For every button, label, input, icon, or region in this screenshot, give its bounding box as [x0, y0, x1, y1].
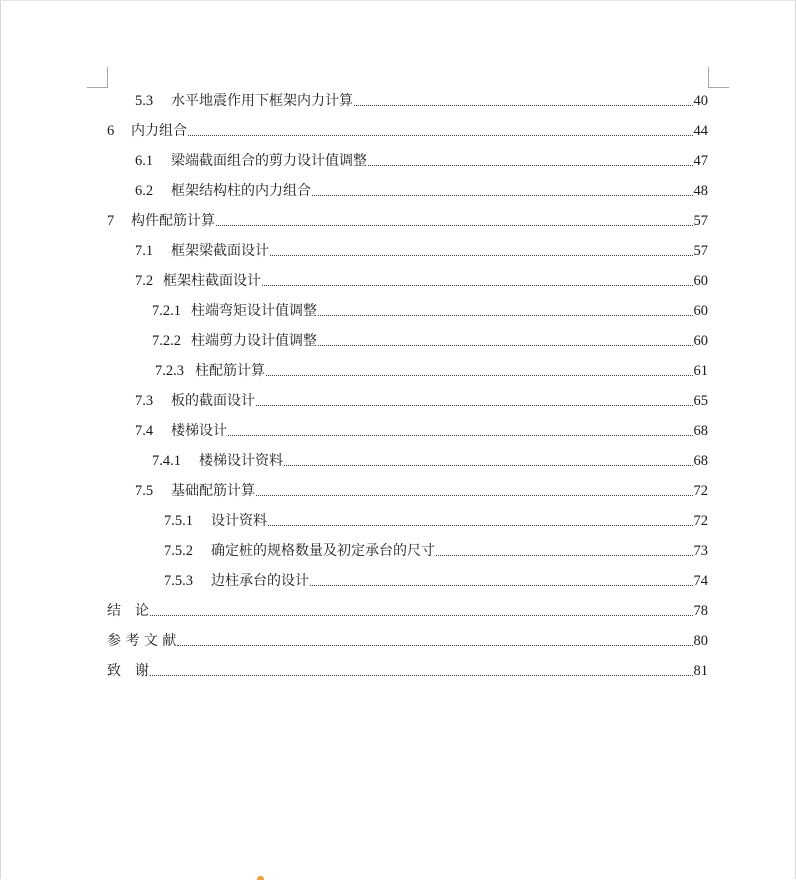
toc-entry-title: 柱配筋计算	[195, 363, 265, 379]
toc-entry-title: 梁端截面组合的剪力设计值调整	[171, 153, 367, 169]
toc-dot-leader	[318, 314, 693, 316]
toc-page-number: 78	[693, 603, 708, 619]
toc-entry-number: 7.4	[135, 423, 154, 439]
toc-entry[interactable]	[164, 568, 708, 590]
toc-page-number: 40	[693, 93, 708, 109]
toc-page-number: 44	[693, 123, 708, 139]
toc-entry-number: 6.1	[135, 153, 154, 169]
toc-entry[interactable]	[135, 478, 708, 500]
toc-entry-title: 框架梁截面设计	[171, 243, 269, 259]
toc-dot-leader	[150, 614, 693, 616]
toc-page-number: 61	[693, 363, 708, 379]
toc-entry[interactable]	[107, 118, 708, 140]
toc-entry-number: 6	[107, 123, 115, 139]
toc-page-number: 74	[693, 573, 708, 589]
toc-entry-title: 板的截面设计	[171, 393, 255, 409]
toc-page-number: 47	[693, 153, 708, 169]
toc-entry[interactable]	[107, 208, 708, 230]
toc-entry-number: 7.5.2	[164, 543, 193, 559]
toc-entry-title: 致 谢	[107, 663, 149, 679]
toc-entry-title: 边柱承台的设计	[211, 573, 309, 589]
toc-entry-title: 结 论	[107, 603, 149, 619]
toc-entry[interactable]	[135, 148, 708, 170]
toc-entry[interactable]	[152, 448, 708, 470]
toc-dot-leader	[228, 434, 693, 436]
toc-dot-leader	[354, 104, 693, 106]
toc-entry-title: 基础配筋计算	[171, 483, 255, 499]
toc-entry-title: 楼梯设计资料	[199, 453, 283, 469]
toc-entry-number: 7	[107, 213, 115, 229]
margin-corner-marker-left	[87, 67, 108, 88]
toc-entry-number: 7.2.3	[155, 363, 184, 379]
toc-entry[interactable]	[135, 268, 708, 290]
toc-entry-number: 7.5	[135, 483, 154, 499]
toc-entry[interactable]	[135, 88, 708, 110]
toc-entry[interactable]	[164, 538, 708, 560]
toc-dot-leader	[256, 404, 693, 406]
toc-page-number: 68	[693, 423, 708, 439]
toc-entry-title: 楼梯设计	[171, 423, 227, 439]
toc-entry[interactable]	[155, 358, 708, 380]
toc-entry-title: 柱端弯矩设计值调整	[191, 303, 317, 319]
toc-entry[interactable]	[135, 388, 708, 410]
toc-dot-leader	[436, 554, 693, 556]
toc-dot-leader	[266, 374, 693, 376]
toc-entry-acknowledgements[interactable]	[107, 658, 708, 680]
toc-entry[interactable]	[135, 238, 708, 260]
toc-entry-title: 构件配筋计算	[131, 213, 215, 229]
toc-page-number: 72	[693, 483, 708, 499]
toc-entry-title: 内力组合	[131, 123, 187, 139]
toc-entry[interactable]	[152, 298, 708, 320]
toc-page-number: 60	[693, 303, 708, 319]
toc-entry[interactable]	[135, 178, 708, 200]
toc-dot-leader	[318, 344, 693, 346]
toc-page-number: 80	[693, 633, 708, 649]
toc-entry-number: 7.2.1	[152, 303, 181, 319]
toc-entry-title: 设计资料	[211, 513, 267, 529]
toc-dot-leader	[270, 254, 693, 256]
toc-entry[interactable]	[164, 508, 708, 530]
toc-entry-title: 框架柱截面设计	[163, 273, 261, 289]
toc-dot-leader	[216, 224, 693, 226]
toc-dot-leader	[310, 584, 693, 586]
toc-entry-number: 7.4.1	[152, 453, 181, 469]
toc-entry-number: 7.1	[135, 243, 154, 259]
margin-corner-marker-right	[708, 67, 729, 88]
toc-page-number: 68	[693, 453, 708, 469]
toc-entry-conclusion[interactable]	[107, 598, 708, 620]
toc-entry-number: 7.2	[135, 273, 154, 289]
toc-entry-title: 水平地震作用下框架内力计算	[171, 93, 353, 109]
toc-page-number: 81	[693, 663, 708, 679]
toc-entry[interactable]	[152, 328, 708, 350]
toc-dot-leader	[262, 284, 693, 286]
toc-entry-title: 参 考 文 献	[107, 633, 177, 649]
toc-entry[interactable]	[135, 418, 708, 440]
toc-entry-number: 7.2.2	[152, 333, 181, 349]
toc-dot-leader	[256, 494, 693, 496]
cursor-marker	[257, 876, 264, 880]
toc-page-number: 48	[693, 183, 708, 199]
toc-dot-leader	[268, 524, 693, 526]
toc-entry-number: 5.3	[135, 93, 154, 109]
toc-entry-number: 7.5.3	[164, 573, 193, 589]
toc-entry-title: 确定桩的规格数量及初定承台的尺寸	[211, 543, 435, 559]
toc-entry-number: 6.2	[135, 183, 154, 199]
toc-page-number: 60	[693, 333, 708, 349]
toc-dot-leader	[312, 194, 693, 196]
toc-entry-number: 7.3	[135, 393, 154, 409]
toc-dot-leader	[177, 644, 692, 646]
toc-page-number: 57	[693, 243, 708, 259]
toc-page-number: 72	[693, 513, 708, 529]
toc-page-number: 73	[693, 543, 708, 559]
toc-dot-leader	[284, 464, 693, 466]
toc-page-number: 60	[693, 273, 708, 289]
toc-dot-leader	[368, 164, 693, 166]
toc-entry-number: 7.5.1	[164, 513, 193, 529]
toc-entry-title: 框架结构柱的内力组合	[171, 183, 311, 199]
toc-entry-title: 柱端剪力设计值调整	[191, 333, 317, 349]
toc-dot-leader	[188, 134, 693, 136]
toc-entry-references[interactable]	[107, 628, 708, 650]
toc-page-number: 57	[693, 213, 708, 229]
toc-dot-leader	[150, 674, 693, 676]
toc-page-number: 65	[693, 393, 708, 409]
